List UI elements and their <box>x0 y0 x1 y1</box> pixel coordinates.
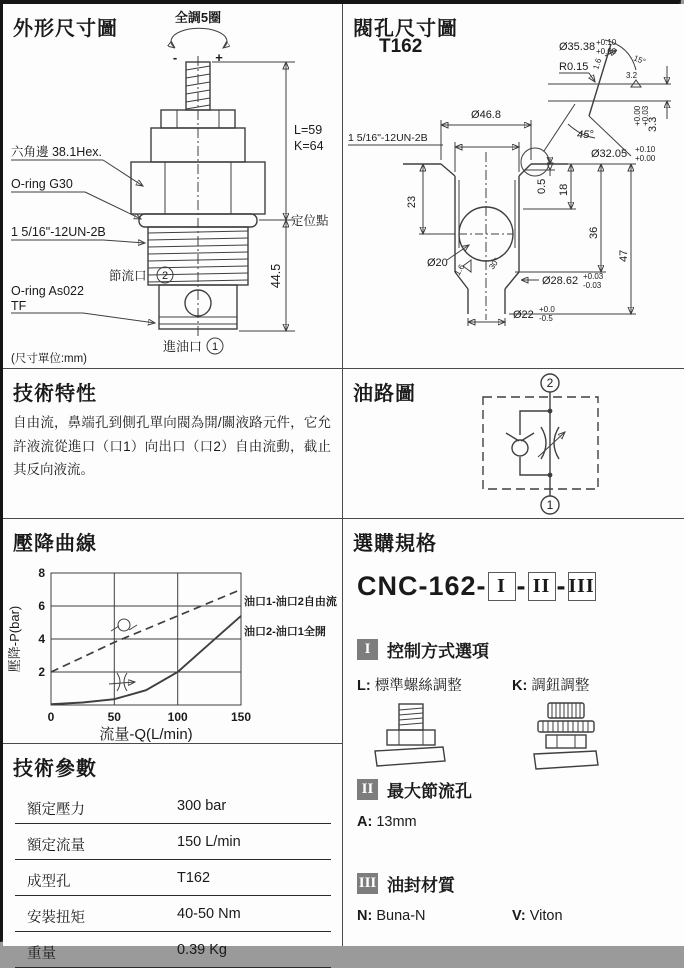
check-valve-symbol <box>506 433 534 456</box>
ordering-option-3 <box>357 871 667 924</box>
dim-h36: 36 <box>588 226 600 239</box>
param-label: 額定流量 <box>27 838 85 854</box>
knob-adjust-drawing <box>526 701 606 779</box>
model-option-2-box: II <box>528 572 556 601</box>
model-option-1-box: I <box>488 572 516 601</box>
dim-h33u: +0.03 <box>641 105 650 126</box>
option-N-code: N: <box>357 908 373 924</box>
features-text: 自由流，鼻端孔到側孔單向閥為開/關液路元件，它允許液流從進口（口1）向出口（口2）自由流動，截止其反向液流。 <box>13 415 331 478</box>
throttle-port-number: 2 <box>161 270 169 282</box>
param-label: 成型孔 <box>27 874 71 890</box>
hex-label: 六角邊 38.1Hex. <box>11 145 103 159</box>
dim-d22: Ø22 <box>513 309 534 321</box>
pressure-drop-chart <box>3 555 343 745</box>
section-pressure-curve <box>3 519 343 744</box>
chart-xlabel: 流量-Q(L/min) <box>99 726 193 743</box>
option-K-desc: 調鈕調整 <box>531 678 590 694</box>
option-K-code: K: <box>512 678 528 694</box>
chart-y-ticks <box>38 566 45 679</box>
table-row <box>15 932 331 968</box>
dim-d22u: +0.0 <box>539 305 555 314</box>
params-table <box>3 788 343 968</box>
option-N <box>357 908 512 924</box>
dim-d3538l: +0.00 <box>596 47 617 56</box>
svg-text:8: 8 <box>38 566 45 580</box>
dim-d2862l: -0.03 <box>583 281 602 290</box>
dim-f16b: 1.6 <box>452 262 467 277</box>
unit-note: (尺寸單位:mm) <box>11 353 88 365</box>
dim-d20: Ø20 <box>427 257 448 269</box>
turn-arrow-icon <box>171 28 227 48</box>
dim-f32: 3.2 <box>626 71 638 80</box>
model-separator: - <box>516 571 527 601</box>
outline-dimensions <box>212 62 329 331</box>
option-3-badge: III <box>357 873 378 894</box>
dim-thread: 1 5/16"-12UN-2B <box>348 132 428 144</box>
option-V-code: V: <box>512 908 526 924</box>
legend-full-open: 油口2-油口1全開 <box>244 626 326 638</box>
table-row <box>15 788 331 824</box>
plus-label: + <box>215 50 223 65</box>
option-3-title: 油封材質 <box>387 876 455 895</box>
table-row <box>15 824 331 860</box>
option-A <box>357 814 515 830</box>
valve-outline-drawing <box>3 4 343 369</box>
svg-text:2: 2 <box>38 665 45 679</box>
param-value: 150 L/min <box>177 834 241 850</box>
dim-d22l: -0.5 <box>539 314 553 323</box>
dim-a30: 30° <box>487 256 502 272</box>
param-label: 重量 <box>27 946 56 962</box>
dim-d3538: Ø35.38 <box>559 41 596 53</box>
section-circuit <box>343 369 684 519</box>
model-code <box>357 571 597 602</box>
throttle-port-label: 節流口 <box>109 269 147 283</box>
param-value: 40-50 Nm <box>177 906 241 922</box>
param-label: 安裝扭矩 <box>27 910 85 926</box>
oring-g30-label: O-ring G30 <box>11 177 73 191</box>
table-row <box>15 860 331 896</box>
adjust-turns-label: 全調5圈 <box>174 10 222 25</box>
dim-d3205u: +0.10 <box>635 145 656 154</box>
circuit-port-1: 1 <box>546 498 554 512</box>
model-prefix: CNC-162- <box>357 571 487 601</box>
option-L-code: L: <box>357 678 371 694</box>
dim-f16: 1.6 <box>591 57 604 71</box>
chart-throttle-icon <box>109 673 135 691</box>
option-L <box>357 674 512 779</box>
model-option-3-box: III <box>568 572 596 601</box>
thread-label: 1 5/16"-12UN-2B <box>11 225 106 239</box>
ordering-option-1 <box>357 637 667 779</box>
cavity-title: 閥孔尺寸圖 <box>353 18 458 40</box>
param-label: 額定壓力 <box>27 802 85 818</box>
oring-tf-label: TF <box>11 299 27 313</box>
dim-d2862: Ø28.62 <box>542 275 579 287</box>
cavity-detail-view <box>548 38 671 163</box>
ordering-title: 選購規格 <box>353 533 437 555</box>
svg-text:100: 100 <box>167 710 188 724</box>
option-K <box>512 674 667 779</box>
chart-check-valve-icon <box>111 619 137 631</box>
option-1-badge: I <box>357 639 378 660</box>
svg-text:4: 4 <box>38 632 45 646</box>
ordering-option-2 <box>357 777 667 830</box>
cavity-drawing <box>343 4 684 369</box>
oring-as022-label: O-ring As022 <box>11 284 84 298</box>
dim-d3205: Ø32.05 <box>591 148 628 160</box>
dim-r015: R0.15 <box>559 61 589 73</box>
dim-h33l: +0.00 <box>633 105 642 126</box>
option-L-desc: 標準螺絲調整 <box>374 678 462 694</box>
features-title: 技術特性 <box>13 383 97 405</box>
inlet-port-number: 1 <box>211 341 219 353</box>
param-value: 0.39 Kg <box>177 942 227 958</box>
option-V-desc: Viton <box>529 908 563 924</box>
screw-adjust-drawing <box>371 701 451 779</box>
circuit-title: 油路圖 <box>353 383 416 405</box>
legend-free-flow: 油口1-油口2自由流 <box>244 596 337 608</box>
cavity-model: T162 <box>379 36 423 57</box>
option-V <box>512 908 667 924</box>
section-parameters <box>3 744 343 962</box>
option-2-title: 最大節流孔 <box>387 782 472 801</box>
dim-445: 44.5 <box>269 263 283 289</box>
curve-title: 壓降曲線 <box>13 533 97 555</box>
option-2-badge: II <box>357 779 378 800</box>
chart-ylabel: 壓降-P(bar) <box>7 605 22 673</box>
chart-x-ticks <box>48 710 252 724</box>
dim-h18: 18 <box>558 183 570 196</box>
cavity-right-dimensions <box>509 158 636 314</box>
table-row <box>15 896 331 932</box>
dim-a45: 45° <box>577 129 594 141</box>
dim-h33: 3.3 <box>647 116 659 132</box>
params-title: 技術參數 <box>13 758 97 780</box>
dim-d468: Ø46.8 <box>471 109 501 121</box>
cavity-section-view <box>403 104 575 320</box>
section-cavity-drawing <box>343 4 684 369</box>
dim-a15: 15° <box>632 53 647 67</box>
param-value: 300 bar <box>177 798 227 814</box>
section-features <box>3 369 343 519</box>
dim-d2862u: +0.03 <box>583 272 604 281</box>
dim-h23: 23 <box>406 195 418 209</box>
svg-text:150: 150 <box>230 710 252 724</box>
svg-text:50: 50 <box>107 710 121 724</box>
circuit-port-2: 2 <box>546 376 554 390</box>
locating-point-label: 定位點 <box>291 214 329 228</box>
curve-free-flow <box>51 590 241 673</box>
dim-L: L=59 <box>294 123 323 137</box>
outline-title: 外形尺寸圖 <box>13 18 118 40</box>
option-A-code: A: <box>357 814 373 830</box>
dim-h05: 0.5 <box>536 178 548 194</box>
section-outline-drawing <box>3 4 343 369</box>
minus-label: - <box>172 50 178 65</box>
chart-grid <box>51 573 241 705</box>
option-1-title: 控制方式選項 <box>387 642 489 661</box>
dim-d3538u: +0.10 <box>596 38 617 47</box>
model-separator: - <box>556 571 567 601</box>
inlet-port-label: 進油口 <box>163 339 203 354</box>
dim-h47: 47 <box>618 249 630 262</box>
svg-text:0: 0 <box>47 710 55 724</box>
param-value: T162 <box>177 870 211 886</box>
dim-d3205l: +0.00 <box>635 154 656 163</box>
dim-K: K=64 <box>294 139 324 153</box>
svg-text:6: 6 <box>38 599 45 613</box>
option-N-desc: Buna-N <box>376 908 426 924</box>
section-ordering <box>343 519 684 946</box>
throttle-valve-symbol <box>538 427 565 459</box>
option-A-desc: 13mm <box>376 814 417 830</box>
